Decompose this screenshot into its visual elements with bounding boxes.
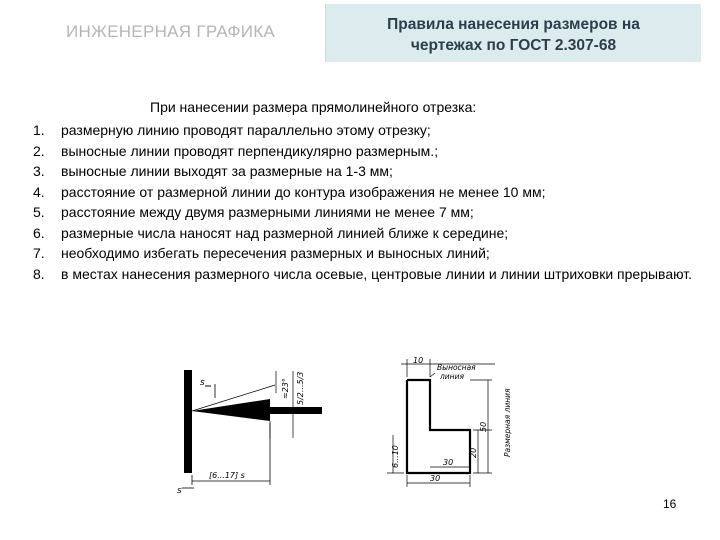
header-section (0, 0, 325, 63)
arrow-proportion-figure (175, 363, 335, 495)
intro-text: При нанесении размера прямолинейного отрезка: (150, 99, 477, 115)
topic-title-line2: чертежах по ГОСТ 2.307-68 (410, 37, 617, 54)
label-dimension-line: Размерная линия (503, 388, 512, 457)
topic-box (325, 4, 701, 62)
label-extension-line-2: линия (440, 372, 464, 381)
label-extension-line: Выносная (437, 363, 476, 372)
dim-20: 20 (469, 447, 478, 458)
rule-item: 5. расстояние между двумя размерными линиями не менее 7 мм; (33, 204, 474, 220)
rule-item: 8. в местах нанесения размерного числа осевые, центровые линии и линии штриховки прерывают. (33, 265, 693, 282)
dim-10: 10 (413, 356, 424, 365)
topic-title (326, 14, 701, 56)
rule-item: 7. необходимо избегать пересечения размерных и выносных линий; (33, 245, 490, 261)
dim-6-10: 6...10 (391, 445, 400, 468)
dimension-line-thick (270, 407, 322, 414)
dimension-layout-figure (385, 355, 535, 490)
label-range: [6...17] s (209, 471, 245, 480)
contour-line (184, 370, 192, 473)
rule-item: 4. расстояние от размерной линии до контура изображения не менее 10 мм; (33, 183, 546, 200)
rule-item: 1. размерную линию проводят параллельно этому отрезку; (33, 122, 431, 138)
rules-list (33, 120, 693, 284)
page-number: 16 (663, 497, 677, 511)
dim-30-outer: 30 (430, 474, 441, 483)
section-title: ИНЖЕНЕРНАЯ ГРАФИКА (66, 22, 276, 41)
part-contour (407, 380, 470, 473)
arrow-head (192, 399, 270, 421)
label-angle: ≈23° (281, 378, 290, 399)
label-s-bottom: s (177, 486, 182, 495)
rule-item: 3. выносные линии выходят за размерные на 1-3 мм; (33, 163, 393, 179)
dim-50: 50 (479, 421, 488, 432)
topic-title-line1: Правила нанесения размеров на (387, 16, 640, 33)
dim-30-inner: 30 (443, 458, 454, 467)
rule-item: 2. выносные линии проводят перпендикулярно размерным.; (33, 142, 439, 159)
label-length: 5/2...5/3 (296, 371, 305, 405)
rule-item: 6. размерные числа наносят над размерной линией ближе к середине; (33, 224, 509, 241)
label-s-top: s (200, 378, 205, 388)
